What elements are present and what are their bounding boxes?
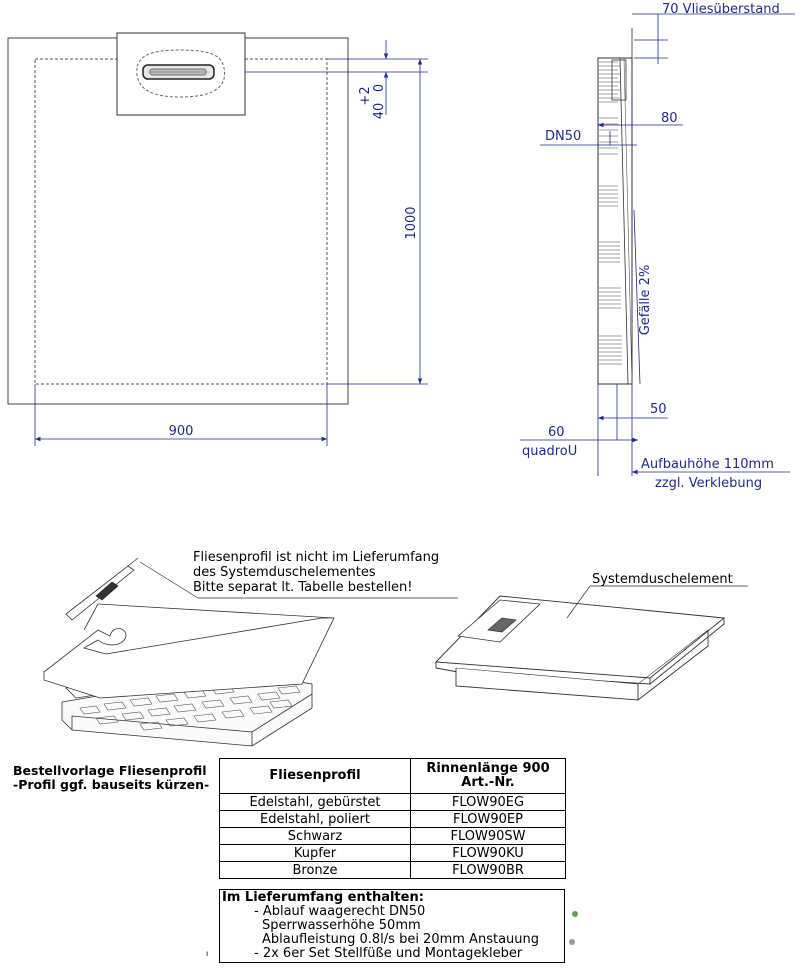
table-row [220,862,566,879]
table-row [220,845,566,862]
dim-plus2: +2 [358,86,373,106]
glue-note-label: zzgl. Verklebung [655,476,763,491]
scope-item-drain-sub2: Ablaufleistung 0.8l/s bei 20mm Anstauung [262,932,539,947]
scope-item-drain: - Ablauf waagerecht DN50 [254,904,426,919]
table-header-row [220,759,566,794]
profile-cell: Edelstahl, gebürstet [220,794,411,811]
dim-900: 900 [168,424,194,439]
scope-of-delivery-box [219,889,565,963]
table-row [220,794,566,811]
dim-50: 50 [650,402,667,417]
article-cell: FLOW90EG [411,794,566,811]
slope-label: Gefälle 2% [638,264,653,336]
system-element-label: Systemduschelement [592,572,733,587]
col-header-article-line1: Rinnenlänge 900 [426,761,550,776]
quadro-label: quadroU [522,444,578,459]
dim-40: 40 [372,102,387,120]
plan-view [8,33,428,446]
fleece-overhang-label: 70 Vliesüberstand [662,2,780,17]
table-row [220,811,566,828]
profile-note-line1: Fliesenprofil ist nicht im Lieferumfang [193,550,440,565]
profile-note-line2: des Systemduschelementes [193,565,376,580]
col-header-article [411,759,566,794]
dim-1000: 1000 [404,206,419,240]
profile-cell: Kupfer [220,845,411,862]
article-cell: FLOW90SW [411,828,566,845]
scope-item-feet: - 2x 6er Set Stellfüße und Montagekleber [254,946,523,961]
dim-60: 60 [548,425,565,440]
article-cell: FLOW90BR [411,862,566,879]
profile-cell: Edelstahl, poliert [220,811,411,828]
table-row [220,828,566,845]
profile-order-table [219,758,566,879]
article-cell: FLOW90KU [411,845,566,862]
order-template-title [13,764,209,792]
dn50-label: DN50 [545,129,582,144]
order-template-title-line2: -Profil ggf. bauseits kürzen- [13,777,210,792]
exploded-isometric-view [44,550,458,746]
profile-cell: Bronze [220,862,411,879]
scope-title: Im Lieferumfang enthalten: [222,890,424,905]
dim-80: 80 [661,111,678,126]
section-view [520,2,795,491]
profile-cell: Schwarz [220,828,411,845]
assembled-isometric-view [436,572,748,700]
svg-text:ı: ı [206,949,209,958]
col-header-article-line2: Art.-Nr. [461,775,515,790]
col-header-profile: Fliesenprofil [220,759,411,794]
scope-item-drain-sub1: Sperrwasserhöhe 50mm [262,918,421,933]
article-cell: FLOW90EP [411,811,566,828]
build-height-label: Aufbauhöhe 110mm [641,457,774,472]
profile-note-line3: Bitte separat lt. Tabelle bestellen! [193,580,413,595]
dim-zero: 0 [372,83,387,93]
order-template-title-line1: Bestellvorlage Fliesenprofil [13,763,207,778]
